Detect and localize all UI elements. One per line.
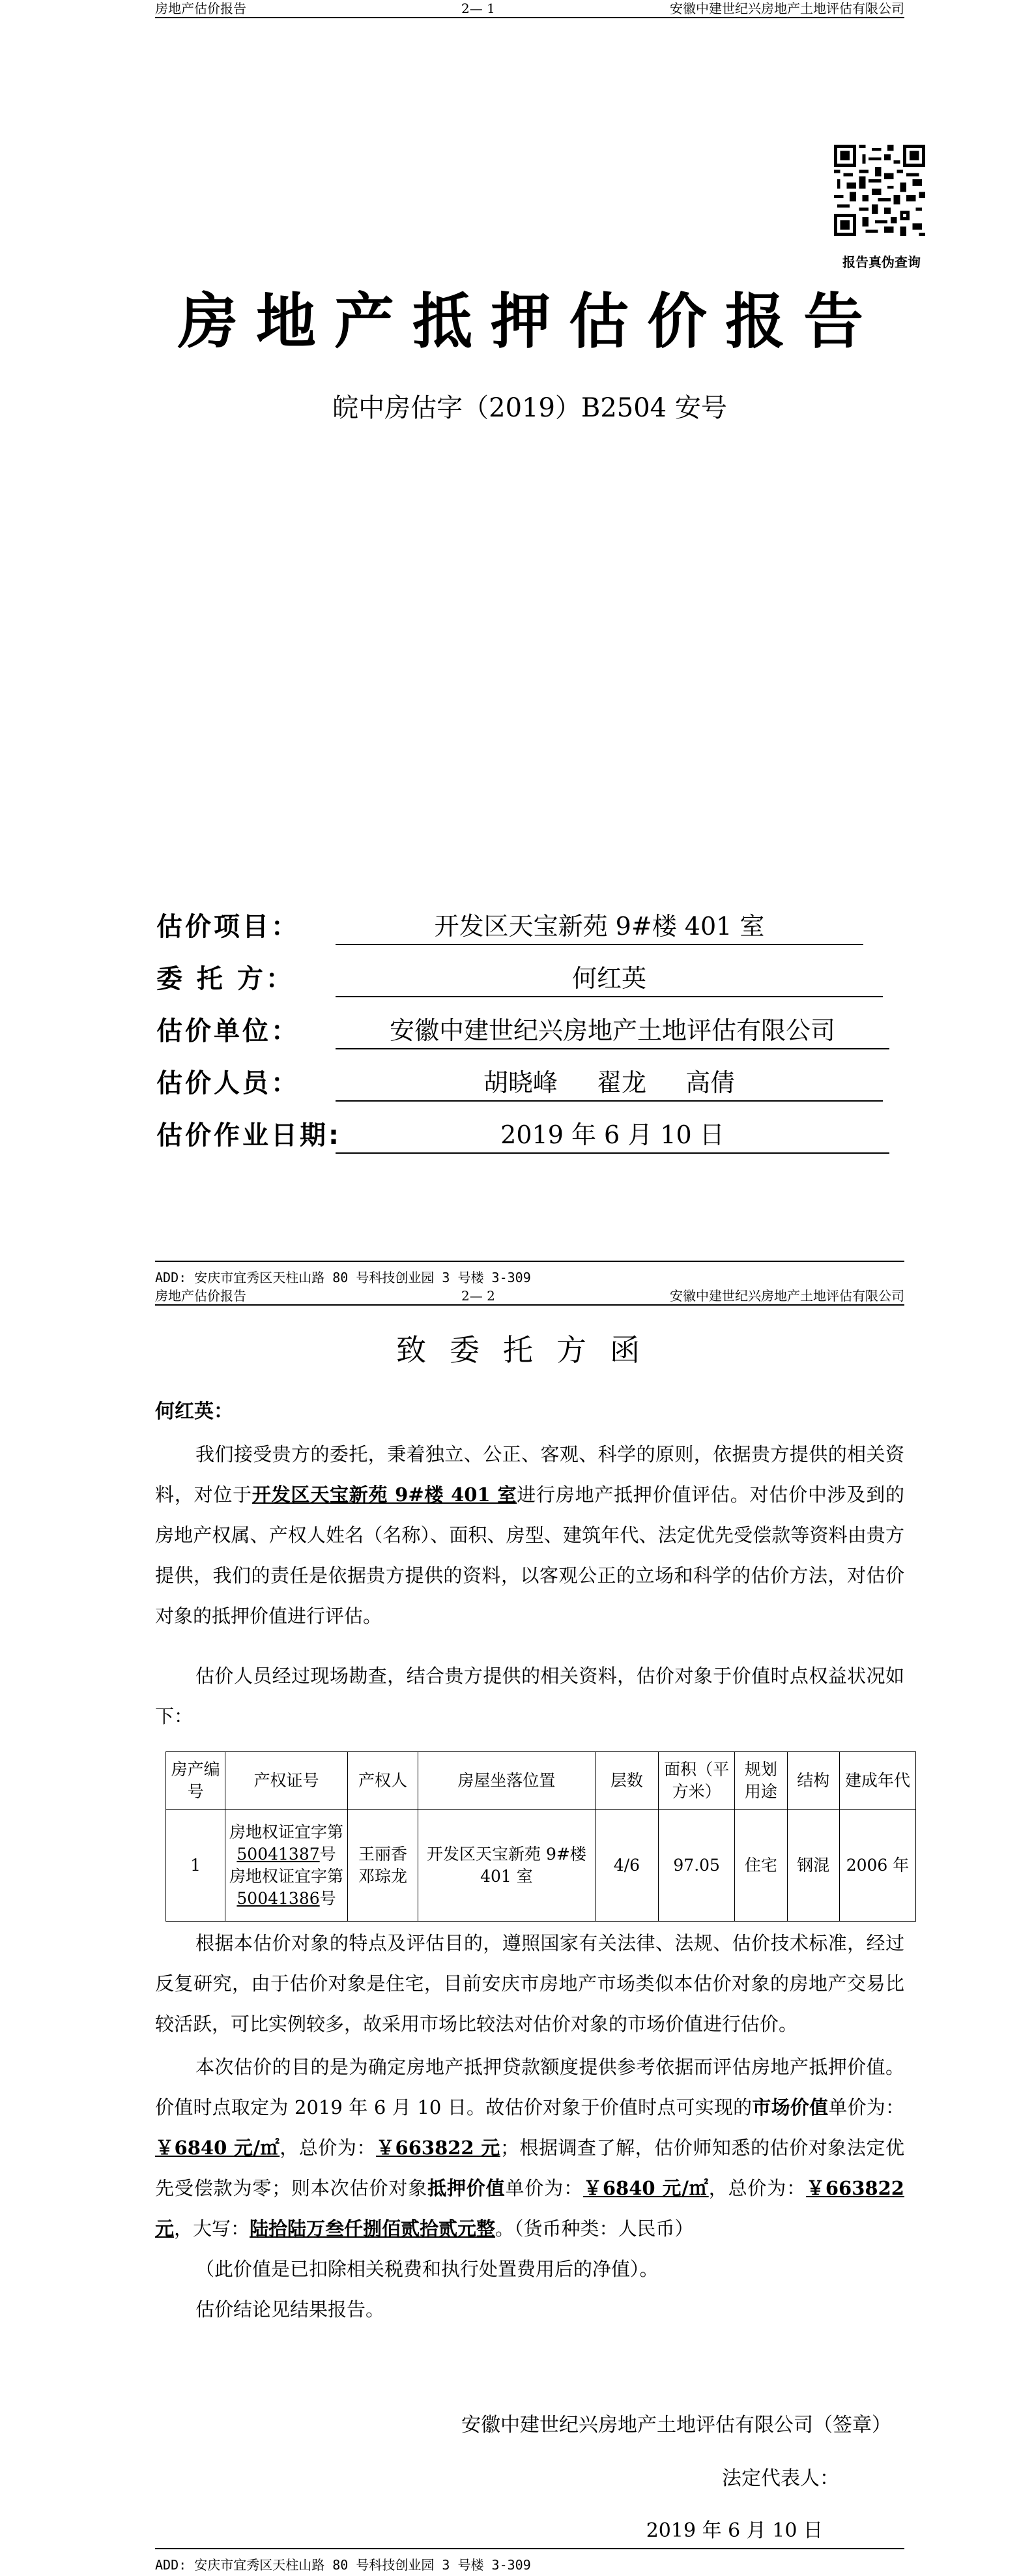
paragraph-intro bbox=[155, 1434, 904, 1636]
report-title: 房地产抵押估价报告 bbox=[177, 287, 882, 357]
field-label: 估价人员： bbox=[156, 1068, 300, 1098]
col-header: 产权证号 bbox=[225, 1752, 348, 1810]
location-highlight: 开发区天宝新苑 9#楼 401 室 bbox=[251, 1484, 517, 1506]
table-row bbox=[166, 1810, 916, 1922]
text: ；根据调查了解，估价师知悉的估价对象法定优先受偿款为零；则本次估价对象 bbox=[155, 2137, 904, 2199]
col-header: 房屋坐落位置 bbox=[418, 1752, 595, 1810]
field-value: 开发区天宝新苑 9#楼 401 室 bbox=[336, 906, 863, 945]
page-footer: ADD: 安庆市宜秀区天柱山路 80 号科技创业园 3 号楼 3-309 bbox=[155, 1261, 904, 1286]
paragraph-conclusion: 估价结论见结果报告。 bbox=[195, 2298, 385, 2320]
page-header bbox=[155, 1287, 904, 1306]
mortgage-value-label: 抵押价值 bbox=[427, 2177, 506, 2199]
capital-amount: 陆拾陆万叁仟捌佰贰拾贰元整 bbox=[250, 2217, 496, 2240]
total-price: ￥663822 元 bbox=[375, 2137, 500, 2159]
text: 单价为： bbox=[828, 2096, 904, 2118]
paragraph-survey: 估价人员经过现场勘查，结合贵方提供的相关资料，估价对象于价值时点权益状况如下： bbox=[155, 1665, 904, 1727]
qr-caption: 报告真伪查询 bbox=[842, 254, 921, 270]
field-value bbox=[336, 1062, 883, 1102]
total-price: ￥663822 元 bbox=[155, 2177, 904, 2240]
cover-page bbox=[0, 0, 1034, 1287]
text: 我们接受贵方的委托，秉着独立、公正、客观、科学的原则，依据贵方提供的相关资料，对位于 bbox=[155, 1443, 904, 1506]
cell-owner bbox=[347, 1810, 418, 1922]
table-header-row bbox=[166, 1752, 916, 1810]
field-client bbox=[156, 958, 906, 1000]
cert-prefix: 房地权证宜字第 bbox=[229, 1867, 344, 1886]
property-table bbox=[165, 1751, 916, 1922]
unit-price: ￥6840 元/㎡ bbox=[582, 2177, 709, 2199]
col-header: 房产编号 bbox=[166, 1752, 225, 1810]
col-header: 建成年代 bbox=[840, 1752, 916, 1810]
header-right: 安徽中建世纪兴房地产土地评估有限公司 bbox=[670, 1, 904, 16]
field-appraiser-unit bbox=[156, 1010, 906, 1052]
cell-no: 1 bbox=[166, 1810, 225, 1922]
owner-name: 王丽香 bbox=[358, 1845, 408, 1864]
text: 本次估价的目的是为确定房地产抵押贷款额度提供参考依据而评估房地产抵押价值。价值时点取定为 2019 年 6 月 10 日。故估价对象于价值时点可实现的 bbox=[155, 2056, 904, 2118]
text: 。（货币种类：人民币） bbox=[495, 2217, 694, 2240]
salutation: 何红英： bbox=[155, 1400, 233, 1423]
col-header: 结构 bbox=[787, 1752, 839, 1810]
text: 进行房地产抵押价值评估。对估价中涉及到的房地产权属、产权人姓名（名称）、面积、房型、建筑年代、法定优先受偿款等资料由贵方提供，我们的责任是依据贵方提供的资料，以客观公正的立场和科学的估价方法，对估价对象的抵押价值进行评估。 bbox=[155, 1484, 904, 1627]
field-label: 估价项目： bbox=[156, 912, 300, 942]
cell-use: 住宅 bbox=[735, 1810, 787, 1922]
cert-suffix: 号 bbox=[319, 1889, 336, 1908]
header-page-number: 2— 2 bbox=[461, 1288, 495, 1304]
owner-name: 邓琮龙 bbox=[358, 1867, 408, 1886]
text: ，总价为： bbox=[280, 2137, 376, 2159]
header-right: 安徽中建世纪兴房地产土地评估有限公司 bbox=[670, 1288, 904, 1304]
col-header: 面积（平方米） bbox=[659, 1752, 735, 1810]
col-header: 产权人 bbox=[347, 1752, 418, 1810]
market-value-label: 市场价值 bbox=[752, 2096, 829, 2118]
cell-area: 97.05 bbox=[659, 1810, 735, 1922]
col-header: 层数 bbox=[595, 1752, 659, 1810]
field-label: 委 托 方： bbox=[156, 964, 294, 994]
field-project bbox=[156, 906, 906, 948]
appraiser-name: 胡晓峰 bbox=[483, 1068, 558, 1097]
report-number: 皖中房估字（2019）B2504 安号 bbox=[332, 393, 727, 423]
paragraph-valuation bbox=[155, 2047, 904, 2249]
qr-code-icon[interactable] bbox=[834, 145, 925, 236]
field-value: 安徽中建世纪兴房地产土地评估有限公司 bbox=[336, 1010, 889, 1049]
page-footer: ADD: 安庆市宜秀区天柱山路 80 号科技创业园 3 号楼 3-309 bbox=[155, 2548, 904, 2573]
field-value: 2019 年 6 月 10 日 bbox=[336, 1115, 889, 1154]
col-header: 规划用途 bbox=[735, 1752, 787, 1810]
field-appraisers bbox=[156, 1062, 906, 1104]
page-header bbox=[155, 0, 904, 18]
appraiser-name: 翟龙 bbox=[596, 1068, 646, 1097]
cert-number: 50041387 bbox=[237, 1845, 320, 1864]
text: ，总价为： bbox=[708, 2177, 807, 2199]
text: ，大写： bbox=[174, 2217, 250, 2240]
cert-number: 50041386 bbox=[237, 1889, 320, 1908]
cell-location: 开发区天宝新苑 9#楼 401 室 bbox=[418, 1810, 595, 1922]
header-left: 房地产估价报告 bbox=[155, 1288, 246, 1304]
field-label: 估价作业日期: bbox=[156, 1120, 341, 1150]
cert-prefix: 房地权证宜字第 bbox=[229, 1822, 344, 1841]
letter-date: 2019 年 6 月 10 日 bbox=[646, 2519, 823, 2542]
cell-year: 2006 年 bbox=[840, 1810, 916, 1922]
legal-representative: 法定代表人： bbox=[722, 2467, 839, 2490]
field-value: 何红英 bbox=[336, 958, 883, 997]
cell-cert bbox=[225, 1810, 348, 1922]
letter-title: 致委托方函 bbox=[396, 1332, 663, 1368]
text: 单价为： bbox=[505, 2177, 583, 2199]
cell-structure: 钢混 bbox=[787, 1810, 839, 1922]
field-work-date bbox=[156, 1115, 906, 1156]
header-left: 房地产估价报告 bbox=[155, 1, 246, 16]
cell-floors: 4/6 bbox=[595, 1810, 659, 1922]
paragraph-net-value: （此价值是已扣除相关税费和执行处置费用后的净值）。 bbox=[195, 2258, 659, 2280]
company-signature: 安徽中建世纪兴房地产土地评估有限公司（签章） bbox=[461, 2414, 891, 2437]
paragraph-method: 根据本估价对象的特点及评估目的，遵照国家有关法律、法规、估价技术标准，经过反复研究，由于估价对象是住宅，目前安庆市房地产市场类似本估价对象的房地产交易比较活跃，可比实例较多，故采用市场比较法对估价对象的市场价值进行估价。 bbox=[155, 1932, 904, 2035]
letter-page bbox=[0, 1287, 1034, 2576]
cert-suffix: 号 bbox=[319, 1845, 336, 1864]
header-page-number: 2— 1 bbox=[461, 1, 495, 16]
field-label: 估价单位： bbox=[156, 1016, 300, 1046]
appraiser-name: 高倩 bbox=[685, 1068, 736, 1097]
unit-price: ￥6840 元/㎡ bbox=[155, 2137, 280, 2159]
